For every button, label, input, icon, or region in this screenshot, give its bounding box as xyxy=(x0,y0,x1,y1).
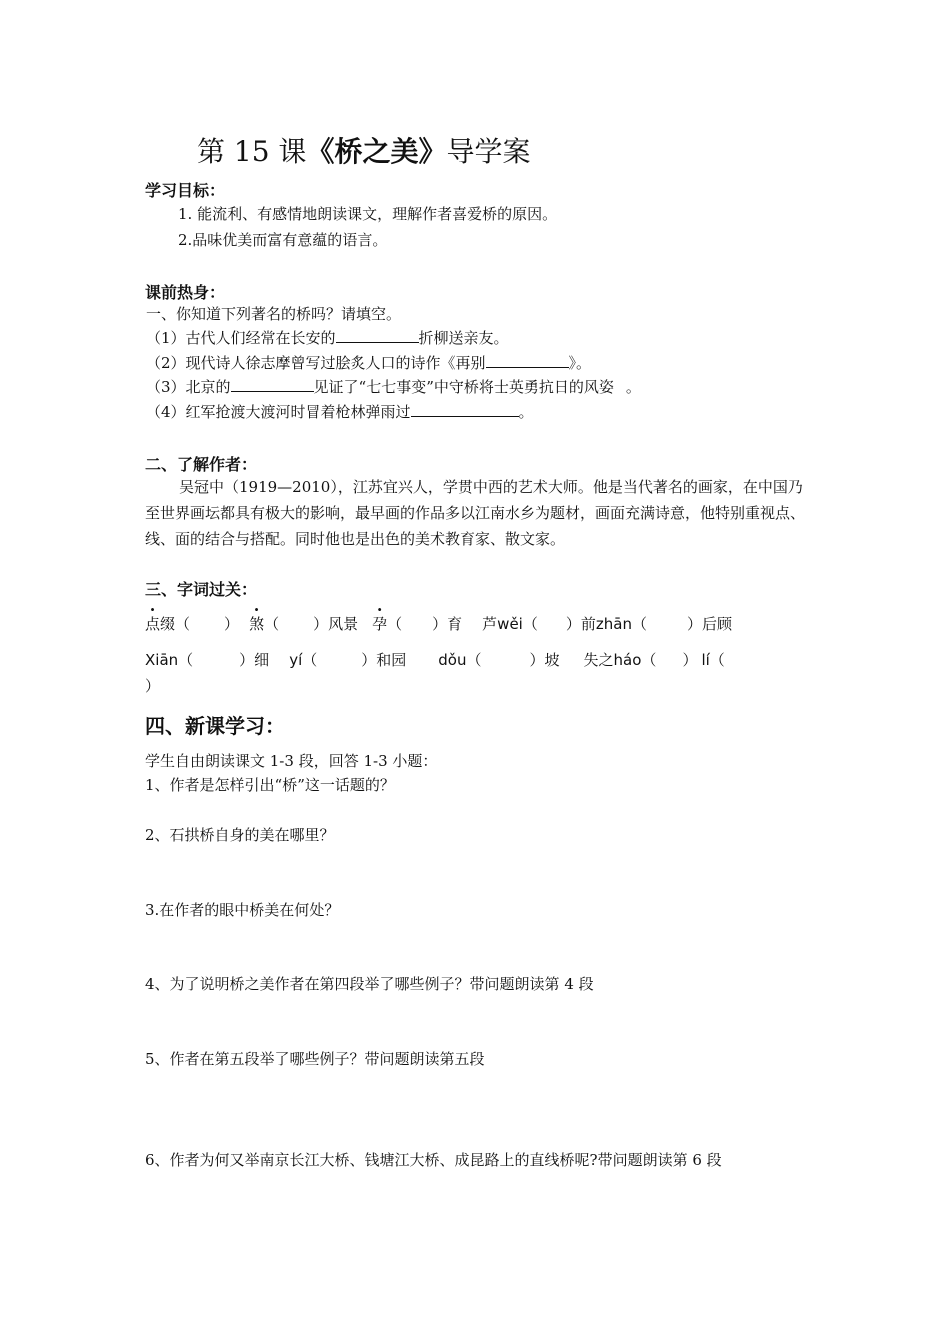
warmup-heading: 课前热身： xyxy=(145,283,226,302)
title-lesson-name: 《桥之美》 xyxy=(306,135,447,168)
warmup-question-3: （3）北京的 见证了“七七事变”中守桥将士英勇抗日的风姿 。 xyxy=(146,378,641,396)
study-intro: 学生自由朗读课文 1-3 段，回答 1-3 小题： xyxy=(145,752,438,770)
study-question-5: 5、作者在第五段举了哪些例子？带问题朗读第五段 xyxy=(145,1050,485,1068)
page-title xyxy=(197,134,530,170)
study-question-6: 6、作者为何又举南京长江大桥、钱塘江大桥、成昆路上的直线桥呢?带问题朗读第 6 段 xyxy=(145,1151,722,1169)
study-question-3: 3.在作者的眼中桥美在何处？ xyxy=(145,901,340,919)
warmup-question-4: （4）红军抢渡大渡河时冒着枪林弹雨过 。 xyxy=(146,403,534,421)
study-question-1: 1、作者是怎样引出“桥”这一话题的？ xyxy=(145,776,395,794)
word-row-3: ） xyxy=(145,677,161,695)
dotted-character: 点 xyxy=(145,615,161,633)
answer-blank[interactable] xyxy=(411,402,519,417)
goal-item: 2.品味优美而富有意蕴的语言。 xyxy=(178,231,388,249)
warmup-question-2: （2）现代诗人徐志摩曾写过脍炙人口的诗作《再别 》。 xyxy=(146,354,592,372)
warmup-question-1: （1）古代人们经常在长安的 折柳送亲友。 xyxy=(146,329,509,347)
warmup-intro: 一、你知道下列著名的桥吗？请填空。 xyxy=(146,305,402,323)
dotted-character: 孕 xyxy=(372,615,388,633)
title-suffix: 导学案 xyxy=(446,135,531,168)
dotted-character: 煞 xyxy=(249,615,265,633)
study-heading: 四、新课学习： xyxy=(145,714,285,738)
answer-blank[interactable] xyxy=(231,377,314,392)
study-question-2: 2、石拱桥自身的美在哪里？ xyxy=(145,826,335,844)
words-heading: 三、字词过关： xyxy=(145,580,258,599)
author-heading: 二、了解作者： xyxy=(145,455,258,474)
title-lesson-number: 第 15 课 xyxy=(197,135,307,168)
word-row-1: 点缀（ ） 煞（ ）风景 孕（ ）育 芦wěi（ ）前zhān（ ）后顾 xyxy=(145,615,732,633)
answer-blank[interactable] xyxy=(336,328,419,343)
goal-item: 1. 能流利、有感情地朗读课文，理解作者喜爱桥的原因。 xyxy=(178,205,558,223)
word-row-2: Xiān（ ）细 yí（ ）和园 dǒu（ ）坡 失之háo（ ） lí（ xyxy=(145,651,725,669)
goals-heading: 学习目标： xyxy=(145,181,226,200)
study-question-4: 4、为了说明桥之美作者在第四段举了哪些例子？带问题朗读第 4 段 xyxy=(145,975,594,993)
author-paragraph: 吴冠中（1919—2010），江苏宜兴人，学贯中西的艺术大师。他是当代著名的画家，在中国乃至世界画坛都具有极大的影响，最早画的作品多以江南水乡为题材，画面充满诗意，他特别重视点、线、面的结合与搭配。同时他也是出色的美术教育家、散文家。 xyxy=(145,478,806,548)
answer-blank[interactable] xyxy=(486,353,569,368)
